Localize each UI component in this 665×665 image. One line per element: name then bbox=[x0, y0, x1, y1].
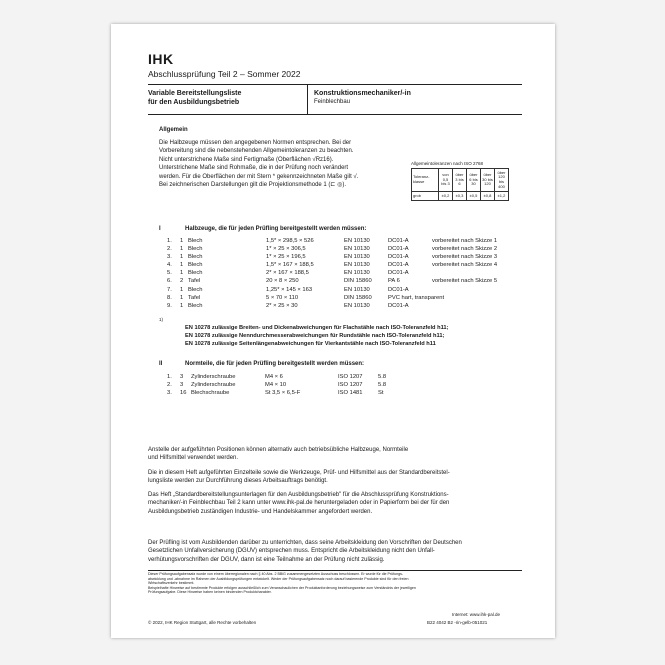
item-description: Tafel bbox=[188, 278, 201, 285]
list-item bbox=[167, 302, 532, 310]
item-quantity: 3 bbox=[180, 382, 184, 389]
list-item bbox=[167, 245, 532, 253]
item-number: 2. bbox=[167, 246, 172, 253]
tolerance-header-row bbox=[412, 169, 509, 192]
list-item bbox=[167, 286, 532, 294]
item-material: St bbox=[378, 390, 384, 397]
item-quantity: 1 bbox=[180, 246, 184, 253]
tolerance-col-5: über 120 bis 400 bbox=[495, 169, 509, 192]
item-norm: DIN 15860 bbox=[344, 278, 372, 285]
copyright: © 2022, IHK Region Stuttgart, alle Rechte vorbehalten bbox=[148, 620, 257, 625]
footnote-text bbox=[185, 324, 448, 349]
item-description: Blech bbox=[188, 302, 203, 309]
item-quantity: 1 bbox=[180, 270, 184, 277]
note-standard-documents bbox=[148, 491, 522, 516]
item-dimensions: 5 × 70 × 110 bbox=[266, 294, 299, 301]
item-norm: EN 10130 bbox=[344, 254, 370, 261]
section-1-title: Halbzeuge, die für jeden Prüfling bereitgestellt werden müssen: bbox=[185, 226, 367, 232]
item-dimensions: 1* × 25 × 306,5 bbox=[266, 246, 306, 253]
note-line: Die in diesem Heft aufgeführten Einzelteile sowie die Werkzeuge, Prüf- und Hilfsmittel aus der Standardbereitstel- bbox=[148, 470, 450, 476]
item-number: 5. bbox=[167, 270, 172, 277]
item-material: PA 6 bbox=[388, 278, 400, 285]
item-note: vorbereitet nach Skizze 2 bbox=[432, 246, 498, 253]
general-line-6: Bei zeichnerischen Darstellungen gilt die Projektionsmethode 1 (⊏ ◎). bbox=[159, 182, 347, 189]
item-norm: EN 10130 bbox=[344, 270, 370, 277]
list-item bbox=[167, 237, 532, 245]
footnote-line-3: EN 10278 zulässige Seitenlängenabweichungen für Vierkantstähle nach ISO-Toleranzfeld h11 bbox=[185, 341, 436, 348]
general-line-3: Nicht unterstrichene Maße sind Fertigmaße (Oberflächen √Rz16). bbox=[159, 156, 334, 163]
note-line: Anstelle der aufgeführten Positionen können alternativ auch betriebsübliche Halbzeuge, Normteile bbox=[148, 447, 409, 453]
note-line: Ausbildungsbetrieb zuständigen Industrie- und Handelskammer angefordert werden. bbox=[148, 508, 373, 515]
tolerance-value: ±1,2 bbox=[495, 192, 509, 201]
item-description: Blech bbox=[188, 238, 203, 244]
section-2-list bbox=[167, 373, 408, 397]
general-line-2: Vorbereitung sind die nebenstehenden Allgemeintoleranzen zu beachten. bbox=[159, 148, 354, 155]
item-description: Zylinderschraube bbox=[191, 382, 236, 389]
item-norm: DIN 15860 bbox=[344, 294, 372, 301]
item-number: 1. bbox=[167, 238, 172, 244]
tolerance-col-1: von 0,5 bis 3 bbox=[439, 169, 453, 192]
item-description: Tafel bbox=[188, 294, 201, 301]
item-material: DC01-A bbox=[388, 262, 409, 269]
tolerance-table bbox=[411, 168, 509, 201]
section-1-number: I bbox=[159, 226, 161, 232]
exam-title: Abschlussprüfung Teil 2 – Sommer 2022 bbox=[148, 69, 301, 79]
tolerance-value: ±0,5 bbox=[467, 192, 481, 201]
item-material: DC01-A bbox=[388, 286, 409, 293]
item-norm: EN 10130 bbox=[344, 286, 370, 293]
note-line: Das Heft „Standardbereitstellungsunterlagen für den Ausbildungsbetrieb" für die Abschlussprüfung Konstruktions- bbox=[148, 492, 449, 498]
item-description: Zylinderschraube bbox=[191, 374, 236, 380]
item-description: Blech bbox=[188, 270, 203, 277]
tolerance-col-3: über 6 bis 30 bbox=[467, 169, 481, 192]
tolerance-row-label: Toleranz-klasse bbox=[412, 169, 439, 192]
header-divider bbox=[307, 84, 308, 114]
item-material: DC01-A bbox=[388, 270, 409, 277]
item-dimensions: 1,5* × 298,5 × 526 bbox=[266, 238, 314, 244]
item-dimensions: M4 × 6 bbox=[265, 374, 283, 380]
item-note: vorbereitet nach Skizze 4 bbox=[432, 262, 498, 269]
general-line-5: werden. Für die Oberflächen der mit Stern * gekennzeichneten Maße gilt √. bbox=[159, 173, 359, 180]
note-line: mechaniker/-in Feinblechbau Teil 2 kann unter www.ihk-pal.de heruntergeladen oder in Papierform bei der für den bbox=[148, 500, 450, 507]
item-dimensions: 1,5* × 167 × 188,5 bbox=[266, 262, 314, 269]
list-item bbox=[167, 381, 408, 389]
footnote-mark: 1) bbox=[159, 317, 164, 322]
general-line-4: Unterstrichene Maße sind Rohmaße, die in der Prüfung noch verändert bbox=[159, 165, 349, 172]
tolerance-value: ±0,8 bbox=[481, 192, 495, 201]
item-quantity: 1 bbox=[180, 302, 184, 309]
item-note bbox=[432, 286, 532, 294]
item-number: 6. bbox=[167, 278, 172, 285]
list-item bbox=[167, 269, 532, 277]
note-work-clothing bbox=[148, 539, 522, 564]
item-material: 5.8 bbox=[378, 374, 387, 380]
item-description: Blech bbox=[188, 286, 203, 293]
list-item bbox=[167, 261, 532, 269]
item-number: 7. bbox=[167, 286, 172, 293]
tolerance-col-4: über 30 bis 120 bbox=[481, 169, 495, 192]
item-material: DC01-A bbox=[388, 302, 409, 309]
item-number: 2. bbox=[167, 382, 172, 389]
profession-title: Konstruktionsmechaniker/-in bbox=[314, 90, 411, 97]
item-quantity: 2 bbox=[180, 278, 184, 285]
item-quantity: 1 bbox=[180, 286, 184, 293]
general-text bbox=[159, 139, 409, 189]
doc-title-line-1: Variable Bereitstellungsliste bbox=[148, 90, 242, 97]
general-line-1: Die Halbzeuge müssen den angegebenen Normen entsprechen. Bei der bbox=[159, 140, 352, 146]
item-note bbox=[432, 269, 532, 277]
list-item bbox=[167, 389, 408, 397]
item-number: 3. bbox=[167, 254, 172, 261]
item-norm: EN 10130 bbox=[344, 246, 370, 253]
item-number: 3. bbox=[167, 390, 172, 397]
fineprint bbox=[148, 572, 416, 595]
tolerance-class: grob bbox=[412, 192, 439, 201]
document-code: B22 4042 B2 -rin-gelb-051021 bbox=[427, 620, 488, 625]
item-dimensions: M4 × 10 bbox=[265, 382, 287, 389]
header-bottom-rule bbox=[148, 114, 522, 115]
item-material: DC01-A bbox=[388, 238, 409, 244]
item-note bbox=[432, 302, 532, 310]
item-dimensions: 2* × 167 × 188,5 bbox=[266, 270, 309, 277]
item-quantity: 1 bbox=[180, 262, 184, 269]
footnote-line-1: EN 10278 zulässige Breiten- und Dickenabweichungen für Flachstähle nach ISO-Toleranzfeld h11; bbox=[185, 325, 449, 331]
item-number: 8. bbox=[167, 294, 172, 301]
note-line: verhütungsvorschriften der DGUV, dann ist eine Teilnahme an der Prüfung nicht zulässig. bbox=[148, 556, 385, 563]
item-note: vorbereitet nach Skizze 5 bbox=[432, 278, 498, 285]
item-description: Blech bbox=[188, 262, 203, 269]
tolerance-title: Allgemeintoleranzen nach ISO 2768 bbox=[411, 161, 484, 166]
list-item bbox=[167, 373, 408, 381]
note-parts bbox=[148, 469, 522, 486]
item-quantity: 1 bbox=[180, 254, 184, 261]
fineprint-line: Dieser Prüfungsaufgabensatz wurde von einem überregionalen nach § 40 Abs. 2 BBiG zusammengesetzten Ausschuss beschlossen. Er wurde für die Prüfungs- bbox=[148, 572, 404, 576]
item-quantity: 3 bbox=[180, 374, 184, 380]
item-number: 9. bbox=[167, 302, 172, 309]
header-top-rule bbox=[148, 84, 522, 85]
section-2-number: II bbox=[159, 361, 163, 367]
fineprint-line: Beispielhafte Hinweise auf bestimmte Produkte erfolgen ausschließlich zum Veranschaulichen der Produktanforderung beziehungsweise zum Verständnis der jeweiligen bbox=[148, 585, 416, 590]
item-norm: EN 10130 bbox=[344, 262, 370, 269]
list-item bbox=[167, 253, 532, 261]
general-heading: Allgemein bbox=[159, 127, 188, 133]
list-item bbox=[167, 277, 532, 285]
item-dimensions: 2* × 25 × 30 bbox=[266, 302, 298, 309]
document-page bbox=[111, 24, 555, 638]
section-2-title: Normteile, die für jeden Prüfling bereitgestellt werden müssen: bbox=[185, 361, 365, 367]
item-material: 5.8 bbox=[378, 382, 387, 389]
tolerance-col-2: über 3 bis 6 bbox=[453, 169, 467, 192]
item-description: Blech bbox=[188, 246, 203, 253]
item-description: Blech bbox=[188, 254, 203, 261]
specialization: Feinblechbau bbox=[314, 99, 351, 105]
note-line: Gesetzlichen Unfallversicherung (DGUV) entsprechen muss. Entspricht die Arbeitskleidung nicht den Unfall- bbox=[148, 548, 435, 555]
fineprint-line: abwicklung und -abnahme im Rahmen der Ausbildungsprüfungen entwickelt. Weder der Prüfungsaufgabensatz noch darauf basierende Produkte sind für den freien bbox=[148, 576, 409, 581]
fineprint-line: Prüfungsaufgabe. Diese Hinweise haben keinen bindenden Produktcharakter. bbox=[148, 590, 272, 595]
tolerance-value: ±0,2 bbox=[439, 192, 453, 201]
item-norm: EN 10130 bbox=[344, 238, 370, 244]
item-dimensions: St 3,5 × 6,5-F bbox=[265, 390, 301, 397]
item-note: vorbereitet nach Skizze 3 bbox=[432, 254, 498, 261]
section-1-list bbox=[167, 237, 532, 310]
note-line: Der Prüfling ist vom Ausbildenden darüber zu unterrichten, dass seine Arbeitskleidung den Vorschriften der Deutschen bbox=[148, 540, 462, 546]
footnote-line-2: EN 10278 zulässige Nenndurchmesserabweichungen für Rundstähle nach ISO-Toleranzfeld h11; bbox=[185, 333, 445, 340]
item-norm: ISO 1207 bbox=[338, 374, 363, 380]
internet-link[interactable]: Internet: www.ihk-pal.de bbox=[452, 612, 501, 617]
item-dimensions: 1,25* × 145 × 163 bbox=[266, 286, 313, 293]
fineprint-line: Wirtschaftsverkehr bestimmt. bbox=[148, 581, 195, 586]
item-norm: ISO 1207 bbox=[338, 382, 363, 389]
item-quantity: 1 bbox=[180, 294, 184, 301]
note-line: und Hilfsmittel verwendet werden. bbox=[148, 455, 239, 462]
item-dimensions: 20 × 8 × 250 bbox=[266, 278, 299, 285]
tolerance-value: ±0,3 bbox=[453, 192, 467, 201]
item-material: DC01-A bbox=[388, 254, 409, 261]
doc-title-line-2: für den Ausbildungsbetrieb bbox=[148, 99, 240, 106]
item-quantity: 16 bbox=[180, 390, 187, 397]
item-quantity: 1 bbox=[180, 238, 184, 244]
item-note: vorbereitet nach Skizze 1 bbox=[432, 238, 498, 244]
item-material: PVC hart, transparent bbox=[388, 294, 445, 301]
item-material: DC01-A bbox=[388, 246, 409, 253]
fineprint-rule bbox=[148, 570, 522, 571]
list-item bbox=[167, 294, 532, 302]
note-line: lungsliste werden zur Durchführung dieses Arbeitsauftrags benötigt. bbox=[148, 478, 328, 485]
tolerance-value-row bbox=[412, 192, 509, 201]
ihk-logo: IHK bbox=[148, 51, 174, 67]
item-norm: ISO 1481 bbox=[338, 390, 363, 397]
item-norm: EN 10130 bbox=[344, 302, 370, 309]
item-dimensions: 1* × 25 × 196,5 bbox=[266, 254, 306, 261]
item-description: Blechschraube bbox=[191, 390, 230, 397]
note-alternatives bbox=[148, 446, 522, 463]
item-number: 4. bbox=[167, 262, 172, 269]
item-number: 1. bbox=[167, 374, 172, 380]
